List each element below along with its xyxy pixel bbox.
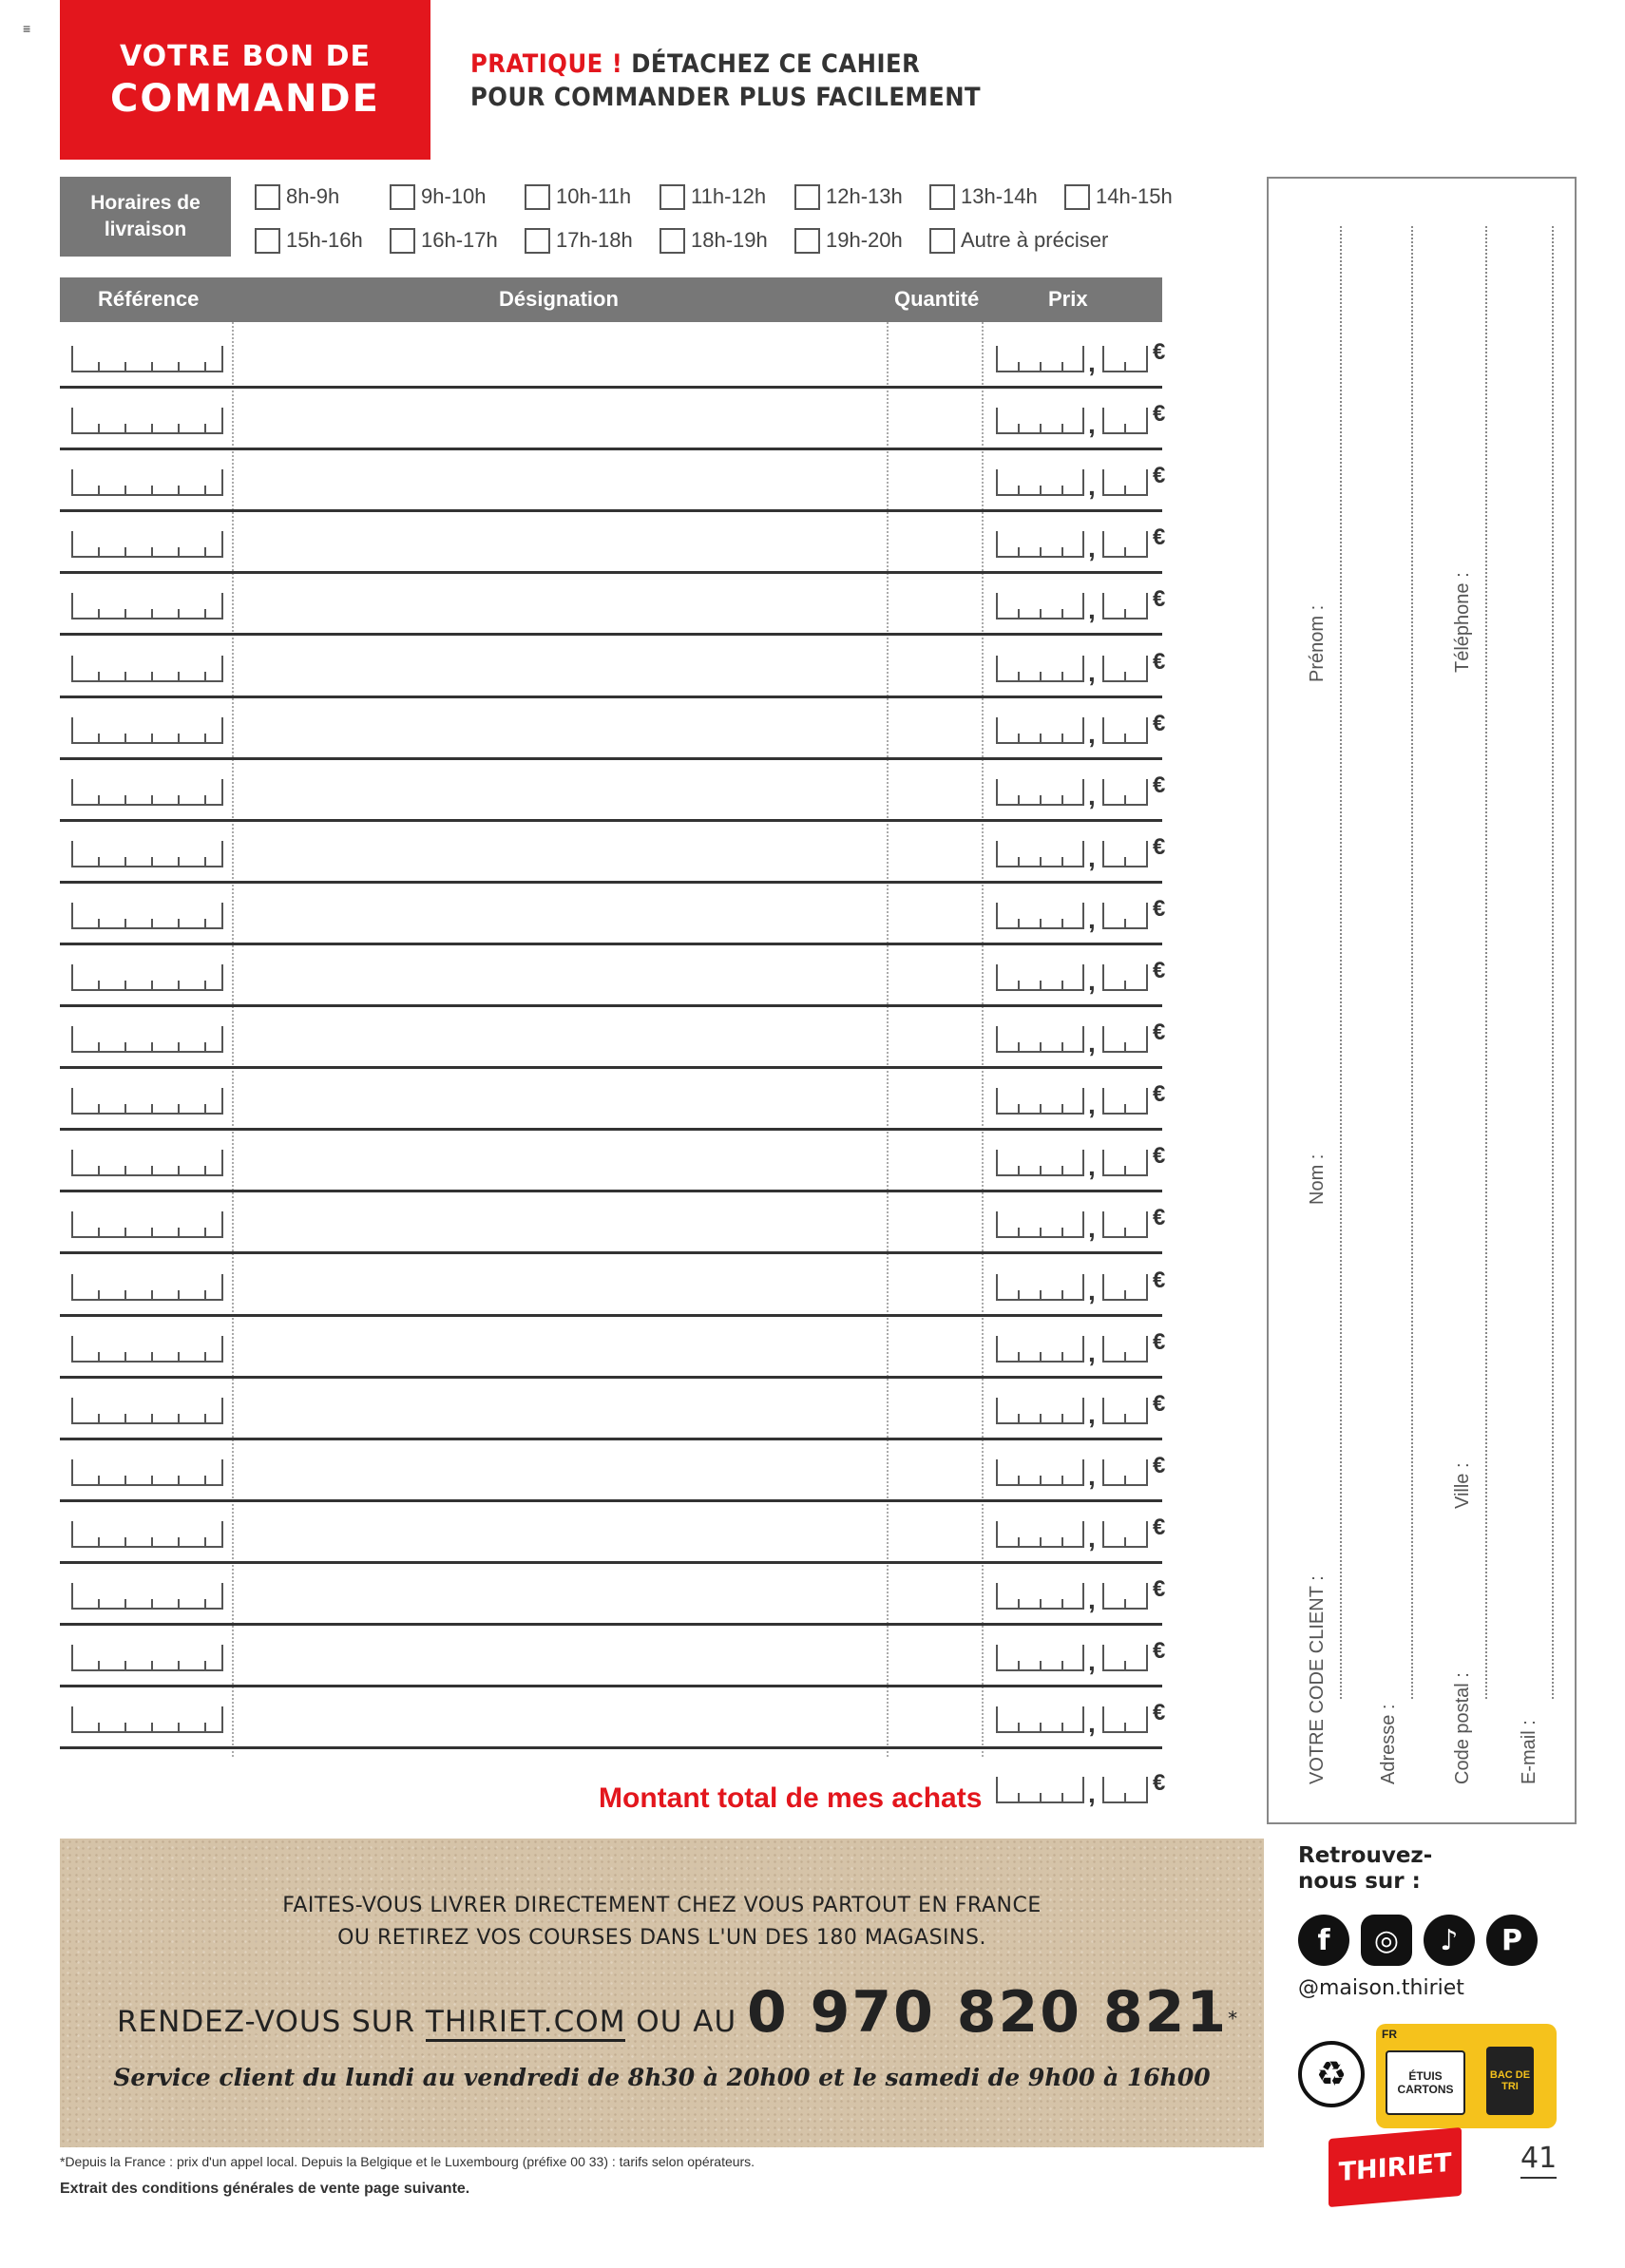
designation-field[interactable] <box>233 637 887 694</box>
price-comma: , <box>1088 842 1096 872</box>
price-currency: € <box>1153 710 1166 736</box>
delivery-slot[interactable] <box>794 181 903 213</box>
reference-field[interactable] <box>71 656 223 682</box>
delivery-slot-checkbox[interactable] <box>794 228 820 254</box>
tiktok-icon[interactable]: ♪ <box>1424 1915 1475 1966</box>
quantity-field[interactable] <box>887 1564 982 1621</box>
price-euros-field[interactable] <box>996 903 1084 929</box>
follow-us-label: Retrouvez-nous sur : <box>1298 1843 1433 1894</box>
order-row <box>60 1502 1166 1564</box>
quantity-field[interactable] <box>887 1379 982 1436</box>
designation-field[interactable] <box>233 1192 887 1249</box>
designation-field[interactable] <box>233 1007 887 1064</box>
order-row <box>60 1192 1166 1254</box>
price-cents-field[interactable] <box>1102 1336 1148 1363</box>
banner-line-2: OU RETIREZ VOS COURSES DANS L'UN DES 180 MAGASINS. <box>337 1926 986 1950</box>
delivery-hours-label: Horaires de livraison <box>60 177 231 257</box>
price-comma: , <box>1088 904 1096 934</box>
price-cents-field[interactable] <box>1102 531 1148 558</box>
footnote-call-cost: *Depuis la France : prix d'un appel local. Depuis la Belgique et le Luxembourg (préfixe 00 33) : tarifs selon opérateurs. <box>60 2154 755 2169</box>
price-euros-field[interactable] <box>996 1026 1084 1053</box>
quantity-field[interactable] <box>887 1687 982 1744</box>
designation-field[interactable] <box>233 1502 887 1559</box>
quantity-field[interactable] <box>887 1069 982 1126</box>
price-cents-field[interactable] <box>1102 1398 1148 1424</box>
total-label: Montant total de mes achats <box>599 1782 983 1814</box>
designation-field[interactable] <box>233 574 887 631</box>
price-currency: € <box>1153 1328 1166 1355</box>
price-currency: € <box>1153 401 1166 428</box>
price-comma: , <box>1088 471 1096 502</box>
order-row <box>60 1379 1166 1440</box>
delivery-slot-label: 15h-16h <box>286 228 363 252</box>
delivery-slot[interactable] <box>794 224 903 257</box>
designation-field[interactable] <box>233 512 887 569</box>
designation-field[interactable] <box>233 327 887 384</box>
delivery-slot[interactable] <box>525 224 633 257</box>
first-name-label: Prénom : <box>1307 604 1328 682</box>
city-label: Ville : <box>1452 1462 1473 1509</box>
order-row <box>60 512 1166 574</box>
designation-field[interactable] <box>233 1687 887 1744</box>
tagline-line-1: DÉTACHEZ CE CAHIER <box>622 49 921 79</box>
price-euros-field[interactable] <box>996 346 1084 372</box>
delivery-slot-checkbox[interactable] <box>390 184 415 210</box>
email-line[interactable] <box>1552 226 1554 1699</box>
recycling-triman-icon: ♻ <box>1298 2041 1365 2107</box>
delivery-slot-label: 16h-17h <box>421 228 498 252</box>
order-row <box>60 1564 1166 1626</box>
price-euros-field[interactable] <box>996 841 1084 867</box>
reference-field[interactable] <box>71 346 223 372</box>
price-currency: € <box>1153 1205 1166 1231</box>
price-euros-field[interactable] <box>996 779 1084 806</box>
reference-field[interactable] <box>71 1026 223 1053</box>
delivery-slot-checkbox[interactable] <box>255 184 280 210</box>
facebook-icon[interactable]: f <box>1298 1915 1349 1966</box>
column-reference: Référence <box>98 287 200 311</box>
designation-field[interactable] <box>233 760 887 817</box>
reference-field[interactable] <box>71 1088 223 1115</box>
quantity-field[interactable] <box>887 698 982 755</box>
price-euros-field[interactable] <box>996 531 1084 558</box>
price-comma: , <box>1088 1399 1096 1429</box>
page-number: 41 <box>1520 2142 1557 2179</box>
price-comma: , <box>1088 410 1096 440</box>
banner-rdv: RENDEZ-VOUS SUR <box>117 2005 426 2039</box>
quantity-field[interactable] <box>887 1192 982 1249</box>
column-price: Prix <box>1048 287 1088 311</box>
delivery-slot-label: Autre à préciser <box>961 228 1109 252</box>
price-cents-field[interactable] <box>1102 903 1148 929</box>
order-row <box>60 698 1166 760</box>
price-currency: € <box>1153 1081 1166 1108</box>
order-row <box>60 1687 1166 1749</box>
delivery-slot[interactable] <box>255 224 363 257</box>
reference-field[interactable] <box>71 717 223 744</box>
thiriet-logo: THIRIET <box>1329 2127 1462 2207</box>
delivery-slot-label: 19h-20h <box>826 228 903 252</box>
price-currency: € <box>1153 895 1166 922</box>
price-euros-field[interactable] <box>996 1336 1084 1363</box>
price-cents-field[interactable] <box>1102 1274 1148 1301</box>
price-comma: , <box>1088 1460 1096 1491</box>
price-euros-field[interactable] <box>996 469 1084 496</box>
order-row <box>60 1317 1166 1379</box>
reference-field[interactable] <box>71 1398 223 1424</box>
tagline-highlight: PRATIQUE ! <box>470 49 623 79</box>
designation-field[interactable] <box>233 698 887 755</box>
price-comma: , <box>1088 1708 1096 1739</box>
designation-field[interactable] <box>233 1440 887 1497</box>
quantity-field[interactable] <box>887 637 982 694</box>
carton-packaging-icon: ÉTUIS CARTONS <box>1386 2050 1465 2115</box>
order-row <box>60 1255 1166 1317</box>
delivery-slot[interactable] <box>390 181 487 213</box>
order-row <box>60 1131 1166 1192</box>
delivery-slot-label: 11h-12h <box>691 184 767 208</box>
quantity-field[interactable] <box>887 1007 982 1064</box>
price-comma: , <box>1088 1585 1096 1614</box>
price-comma: , <box>1088 1647 1096 1677</box>
title-line-1: VOTRE BON DE <box>119 39 371 73</box>
delivery-slot-checkbox[interactable] <box>660 184 685 210</box>
reference-field[interactable] <box>71 1521 223 1548</box>
price-euros-field[interactable] <box>996 1274 1084 1301</box>
total-comma: , <box>1088 1779 1096 1808</box>
designation-field[interactable] <box>233 822 887 879</box>
reference-field[interactable] <box>71 1583 223 1610</box>
price-cents-field[interactable] <box>1102 1088 1148 1115</box>
price-currency: € <box>1153 524 1166 551</box>
price-currency: € <box>1153 1267 1166 1293</box>
reference-field[interactable] <box>71 1211 223 1238</box>
price-cents-field[interactable] <box>1102 1459 1148 1486</box>
banner-line-1: FAITES-VOUS LIVRER DIRECTEMENT CHEZ VOUS PARTOUT EN FRANCE <box>282 1894 1042 1917</box>
pinterest-icon[interactable]: P <box>1486 1915 1538 1966</box>
address-label: Adresse : <box>1378 1704 1399 1784</box>
price-comma: , <box>1088 1213 1096 1244</box>
quantity-field[interactable] <box>887 450 982 507</box>
price-cents-field[interactable] <box>1102 1211 1148 1238</box>
price-comma: , <box>1088 1152 1096 1182</box>
row-rule <box>60 1746 1162 1749</box>
price-cents-field[interactable] <box>1102 469 1148 496</box>
price-cents-field[interactable] <box>1102 964 1148 991</box>
order-form-title-box <box>60 0 430 160</box>
designation-field[interactable] <box>233 1069 887 1126</box>
delivery-slot-checkbox[interactable] <box>255 228 280 254</box>
reference-field[interactable] <box>71 779 223 806</box>
designation-field[interactable] <box>233 1255 887 1312</box>
price-cents-field[interactable] <box>1102 593 1148 619</box>
banner-contact <box>117 1979 1237 2046</box>
postal-code-label: Code postal : <box>1452 1672 1473 1784</box>
quantity-field[interactable] <box>887 327 982 384</box>
designation-field[interactable] <box>233 1564 887 1621</box>
menu-glyph-icon: ≡ <box>23 21 31 36</box>
quantity-field[interactable] <box>887 512 982 569</box>
price-euros-field[interactable] <box>996 408 1084 434</box>
price-euros-field[interactable] <box>996 1583 1084 1610</box>
order-row <box>60 945 1166 1007</box>
column-quantity: Quantité <box>894 287 980 311</box>
price-euros-field[interactable] <box>996 1150 1084 1176</box>
order-table-header <box>60 277 1162 322</box>
price-cents-field[interactable] <box>1102 1706 1148 1733</box>
instagram-icon[interactable]: ◎ <box>1361 1915 1412 1966</box>
price-comma: , <box>1088 1337 1096 1367</box>
reference-field[interactable] <box>71 903 223 929</box>
quantity-field[interactable] <box>887 760 982 817</box>
price-comma: , <box>1088 348 1096 377</box>
delivery-slot[interactable] <box>525 181 631 213</box>
price-currency: € <box>1153 958 1166 983</box>
email-label: E-mail : <box>1519 1720 1539 1784</box>
order-row <box>60 1007 1166 1069</box>
quantity-field[interactable] <box>887 1626 982 1683</box>
sorting-info-badge <box>1376 2024 1557 2128</box>
delivery-slot-label: 12h-13h <box>826 184 903 208</box>
price-cents-field[interactable] <box>1102 1521 1148 1548</box>
total-row <box>60 1758 1166 1815</box>
quantity-field[interactable] <box>887 1131 982 1188</box>
price-comma: , <box>1088 780 1096 810</box>
price-euros-field[interactable] <box>996 1398 1084 1424</box>
quantity-field[interactable] <box>887 1440 982 1497</box>
price-comma: , <box>1088 595 1096 625</box>
social-handle[interactable]: @maison.thiriet <box>1298 1976 1464 2000</box>
price-currency: € <box>1153 772 1166 798</box>
price-cents-field[interactable] <box>1102 1026 1148 1053</box>
price-currency: € <box>1153 463 1166 489</box>
delivery-slot-checkbox[interactable] <box>660 228 685 254</box>
tagline-line-2: POUR COMMANDER PLUS FACILEMENT <box>470 83 982 112</box>
order-row <box>60 760 1166 822</box>
quantity-field[interactable] <box>887 389 982 446</box>
delivery-slot-checkbox[interactable] <box>794 184 820 210</box>
price-euros-field[interactable] <box>996 1211 1084 1238</box>
delivery-slot-label: 13h-14h <box>961 184 1038 208</box>
reference-field[interactable] <box>71 1150 223 1176</box>
price-currency: € <box>1153 1700 1166 1726</box>
phone-footnote-mark: * <box>1228 2007 1238 2030</box>
order-row <box>60 1626 1166 1687</box>
phone-label: Téléphone : <box>1452 572 1473 673</box>
price-currency: € <box>1153 833 1166 860</box>
designation-field[interactable] <box>233 1626 887 1683</box>
price-euros-field[interactable] <box>996 1645 1084 1671</box>
order-row <box>60 1440 1166 1502</box>
price-cents-field[interactable] <box>1102 408 1148 434</box>
price-cents-field[interactable] <box>1102 1645 1148 1671</box>
price-currency: € <box>1153 1020 1166 1046</box>
price-euros-field[interactable] <box>996 717 1084 744</box>
total-euros-field[interactable] <box>996 1777 1084 1803</box>
price-comma: , <box>1088 1028 1096 1058</box>
column-designation: Désignation <box>499 287 619 311</box>
sorting-bin-icon: BAC DE TRI <box>1486 2047 1534 2115</box>
price-euros-field[interactable] <box>996 593 1084 619</box>
delivery-slot[interactable] <box>660 224 768 257</box>
customer-line-1[interactable] <box>1340 226 1342 1699</box>
order-row <box>60 574 1166 636</box>
service-hours: Service client du lundi au vendredi de 8h30 à 20h00 et le samedi de 9h00 à 16h00 <box>113 2064 1211 2091</box>
postal-phone-line[interactable] <box>1485 226 1487 1699</box>
price-currency: € <box>1153 1390 1166 1417</box>
reference-field[interactable] <box>71 1706 223 1733</box>
price-cents-field[interactable] <box>1102 656 1148 682</box>
price-comma: , <box>1088 1275 1096 1306</box>
order-row <box>60 327 1166 389</box>
total-cents-field[interactable] <box>1102 1777 1148 1803</box>
price-cents-field[interactable] <box>1102 1150 1148 1176</box>
banner-or: OU AU <box>625 2005 748 2039</box>
designation-field[interactable] <box>233 389 887 446</box>
designation-field[interactable] <box>233 1379 887 1436</box>
price-currency: € <box>1153 1514 1166 1540</box>
reference-field[interactable] <box>71 1459 223 1486</box>
delivery-slot-checkbox[interactable] <box>525 228 550 254</box>
delivery-slot[interactable] <box>660 181 766 213</box>
price-currency: € <box>1153 1452 1166 1478</box>
price-cents-field[interactable] <box>1102 779 1148 806</box>
reference-field[interactable] <box>71 1645 223 1671</box>
price-cents-field[interactable] <box>1102 841 1148 867</box>
order-row <box>60 1069 1166 1131</box>
price-currency: € <box>1153 339 1166 365</box>
address-line[interactable] <box>1411 226 1413 1699</box>
designation-field[interactable] <box>233 884 887 941</box>
delivery-slot-label: 8h-9h <box>286 184 340 208</box>
quantity-field[interactable] <box>887 574 982 631</box>
customer-info-panel <box>1267 177 1577 1824</box>
delivery-slot-checkbox[interactable] <box>929 228 955 254</box>
delivery-slot-label: 17h-18h <box>556 228 633 252</box>
price-euros-field[interactable] <box>996 1459 1084 1486</box>
price-comma: , <box>1088 1522 1096 1553</box>
delivery-slot-checkbox[interactable] <box>929 184 955 210</box>
price-cents-field[interactable] <box>1102 346 1148 372</box>
price-euros-field[interactable] <box>996 964 1084 991</box>
delivery-slot-label: 9h-10h <box>421 184 487 208</box>
reference-field[interactable] <box>71 531 223 558</box>
delivery-slot[interactable] <box>929 224 1108 257</box>
total-currency: € <box>1153 1770 1166 1796</box>
quantity-field[interactable] <box>887 1317 982 1374</box>
order-row <box>60 450 1166 512</box>
delivery-slot-checkbox[interactable] <box>390 228 415 254</box>
designation-field[interactable] <box>233 1131 887 1188</box>
price-comma: , <box>1088 533 1096 563</box>
delivery-slot[interactable] <box>929 181 1038 213</box>
quantity-field[interactable] <box>887 1502 982 1559</box>
price-cents-field[interactable] <box>1102 717 1148 744</box>
website-link[interactable]: THIRIET.COM <box>426 2005 626 2042</box>
price-euros-field[interactable] <box>996 1088 1084 1115</box>
delivery-slot-label: 18h-19h <box>691 228 768 252</box>
delivery-slot[interactable] <box>255 181 339 213</box>
price-comma: , <box>1088 966 1096 996</box>
delivery-banner <box>60 1839 1264 2147</box>
quantity-field[interactable] <box>887 945 982 1002</box>
reference-field[interactable] <box>71 1336 223 1363</box>
title-line-2: COMMANDE <box>110 76 380 121</box>
price-euros-field[interactable] <box>996 1706 1084 1733</box>
reference-field[interactable] <box>71 408 223 434</box>
tagline <box>470 48 981 114</box>
reference-field[interactable] <box>71 469 223 496</box>
quantity-field[interactable] <box>887 884 982 941</box>
delivery-slot-checkbox[interactable] <box>525 184 550 210</box>
designation-field[interactable] <box>233 450 887 507</box>
reference-field[interactable] <box>71 1274 223 1301</box>
order-row <box>60 884 1166 945</box>
last-name-label: Nom : <box>1307 1153 1328 1205</box>
price-currency: € <box>1153 1638 1166 1665</box>
price-currency: € <box>1153 1576 1166 1602</box>
delivery-slot[interactable] <box>390 224 498 257</box>
phone-number[interactable]: 0 970 820 821 <box>747 1979 1229 2046</box>
reference-field[interactable] <box>71 593 223 619</box>
customer-code-label: VOTRE CODE CLIENT : <box>1307 1575 1328 1784</box>
footnote-terms: Extrait des conditions générales de vente page suivante. <box>60 2181 470 2197</box>
sorting-country: FR <box>1382 2028 1397 2041</box>
order-row <box>60 637 1166 698</box>
quantity-field[interactable] <box>887 822 982 879</box>
price-cents-field[interactable] <box>1102 1583 1148 1610</box>
price-comma: , <box>1088 1090 1096 1120</box>
price-currency: € <box>1153 586 1166 613</box>
reference-field[interactable] <box>71 964 223 991</box>
delivery-slot-checkbox[interactable] <box>1064 184 1090 210</box>
reference-field[interactable] <box>71 841 223 867</box>
price-euros-field[interactable] <box>996 656 1084 682</box>
order-row <box>60 389 1166 450</box>
price-currency: € <box>1153 648 1166 675</box>
order-row <box>60 822 1166 884</box>
quantity-field[interactable] <box>887 1255 982 1312</box>
price-currency: € <box>1153 1143 1166 1170</box>
delivery-slot-label: 14h-15h <box>1096 184 1173 208</box>
designation-field[interactable] <box>233 945 887 1002</box>
price-euros-field[interactable] <box>996 1521 1084 1548</box>
price-comma: , <box>1088 718 1096 749</box>
price-comma: , <box>1088 657 1096 687</box>
delivery-slot-label: 10h-11h <box>556 184 632 208</box>
delivery-slot[interactable] <box>1064 181 1173 213</box>
designation-field[interactable] <box>233 1317 887 1374</box>
